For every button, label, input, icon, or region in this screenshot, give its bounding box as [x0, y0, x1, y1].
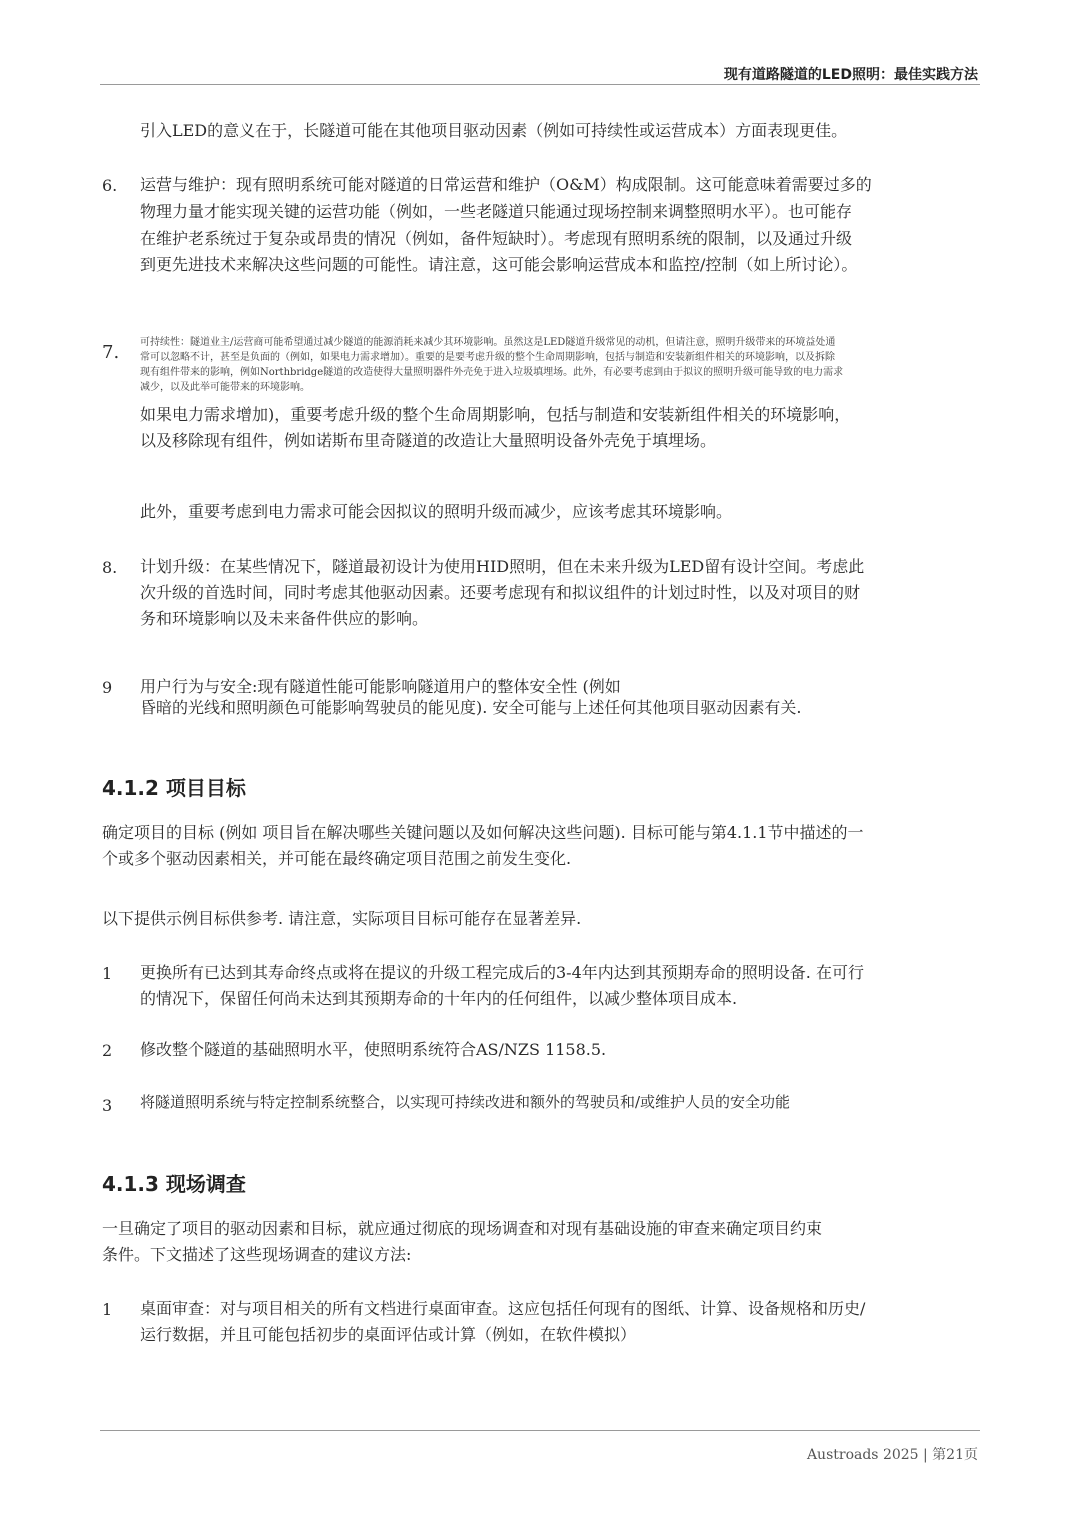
goal-1-line-1: 更换所有已达到其寿命终点或将在提议的升级工程完成后的3-4年内达到其预期寿命的照明设备. 在可行	[140, 963, 864, 982]
item-7-line-1: 如果电力需求增加)，重要考虑升级的整个生命周期影响，包括与制造和安装新组件相关的环境影响，	[140, 405, 851, 424]
list-number-6: 6.	[102, 176, 118, 195]
item-8-line-3: 务和环境影响以及未来备件供应的影响。	[140, 609, 429, 628]
survey-1-line-2: 运行数据，并且可能包括初步的桌面评估或计算（例如，在软件模拟）	[140, 1325, 637, 1344]
goal-3-line-1: 将隧道照明系统与特定控制系统整合，以实现可持续改进和额外的驾驶员和/或维护人员的安全功能	[140, 1093, 791, 1111]
item-6-line-4: 到更先进技术来解决这些问题的可能性。请注意，这可能会影响运营成本和监控/控制（如上所讨论）。	[140, 255, 858, 274]
survey-number-1: 1	[102, 1300, 113, 1319]
item-6-line-1: 运营与维护：现有照明系统可能对隧道的日常运营和维护（O&M）构成限制。这可能意味着需要过多的	[140, 175, 872, 194]
intro-line: 引入LED的意义在于，长隧道可能在其他项目驱动因素（例如可持续性或运营成本）方面表现更佳。	[140, 121, 848, 140]
section-4-1-2-para-2: 以下提供示例目标供参考. 请注意，实际项目目标可能存在显著差异.	[102, 909, 582, 928]
item-9-line-2: 昏暗的光线和照明颜色可能影响驾驶员的能见度). 安全可能与上述任何其他项目驱动因素有关.	[140, 698, 802, 717]
item-7-line-2: 以及移除现有组件，例如诺斯布里奇隧道的改造让大量照明设备外壳免于填埋场。	[140, 431, 717, 450]
goal-number-2: 2	[102, 1041, 113, 1060]
survey-1-line-1: 桌面审查：对与项目相关的所有文档进行桌面审查。这应包括任何现有的图纸、计算、设备规格和历史/	[140, 1299, 866, 1318]
item-8-line-1: 计划升级：在某些情况下，隧道最初设计为使用HID照明，但在未来升级为LED留有设计空间。考虑此	[140, 557, 865, 576]
goal-2-line-1: 修改整个隧道的基础照明水平，使照明系统符合AS/NZS 1158.5.	[140, 1040, 607, 1059]
section-4-1-3-para-line-2: 条件。下文描述了这些现场调查的建议方法:	[102, 1245, 412, 1264]
section-4-1-3-para-line-1: 一旦确定了项目的驱动因素和目标，就应通过彻底的现场调查和对现有基础设施的审查来确定项目约束	[102, 1219, 823, 1238]
section-heading-4-1-2: 4.1.2 项目目标	[102, 776, 246, 800]
footer-divider	[100, 1430, 980, 1431]
item-7-small-line-1: 可持续性：隧道业主/运营商可能希望通过减少隧道的能源消耗来减少其环境影响。虽然这是LED隧道升级常见的动机，但请注意，照明升级带来的环境益处通	[140, 337, 836, 348]
list-number-9: 9	[102, 678, 113, 697]
item-7-small-line-3: 现有组件带来的影响，例如Northbridge隧道的改造使得大量照明器件外壳免于进入垃圾填埋场。此外，有必要考虑到由于拟议的照明升级可能导致的电力需求	[140, 367, 844, 378]
goal-number-3: 3	[102, 1096, 113, 1115]
section-4-1-2-para-line-1: 确定项目的目标 (例如 项目旨在解决哪些关键问题以及如何解决这些问题). 目标可能与第4.1.1节中描述的一	[102, 823, 864, 842]
section-heading-4-1-3: 4.1.3 现场调查	[102, 1172, 246, 1196]
list-number-7: 7.	[102, 342, 120, 363]
goal-number-1: 1	[102, 964, 113, 983]
item-8-line-2: 次升级的首选时间，同时考虑其他驱动因素。还要考虑现有和拟议组件的计划过时性，以及对项目的财	[140, 583, 861, 602]
header-divider	[100, 84, 980, 85]
item-6-line-2: 物理力量才能实现关键的运营功能（例如，一些老隧道只能通过现场控制来调整照明水平）。也可能存	[140, 202, 853, 221]
running-header-title: 现有道路隧道的LED照明：最佳实践方法	[723, 67, 978, 83]
item-7-small-line-4: 减少，以及此举可能带来的环境影响。	[140, 382, 310, 393]
item-6-line-3: 在维护老系统过于复杂或昂贵的情况（例如，备件短缺时）。考虑现有照明系统的限制，以及通过升级	[140, 229, 853, 248]
goal-1-line-2: 的情况下，保留任何尚未达到其预期寿命的十年内的任何组件，以减少整体项目成本.	[140, 989, 738, 1008]
item-7-extra-line: 此外，重要考虑到电力需求可能会因拟议的照明升级而减少，应该考虑其环境影响。	[140, 502, 733, 521]
item-9-line-1: 用户行为与安全:现有隧道性能可能影响隧道用户的整体安全性 (例如	[140, 677, 621, 696]
list-number-8: 8.	[102, 558, 118, 577]
page-footer: Austroads 2025 | 第21页	[806, 1447, 978, 1463]
section-4-1-2-para-line-2: 个或多个驱动因素相关，并可能在最终确定项目范围之前发生变化.	[102, 849, 572, 868]
item-7-small-line-2: 常可以忽略不计，甚至是负面的（例如，如果电力需求增加）。重要的是要考虑升级的整个生命周期影响，包括与制造和安装新组件相关的环境影响，以及拆除	[140, 352, 835, 363]
